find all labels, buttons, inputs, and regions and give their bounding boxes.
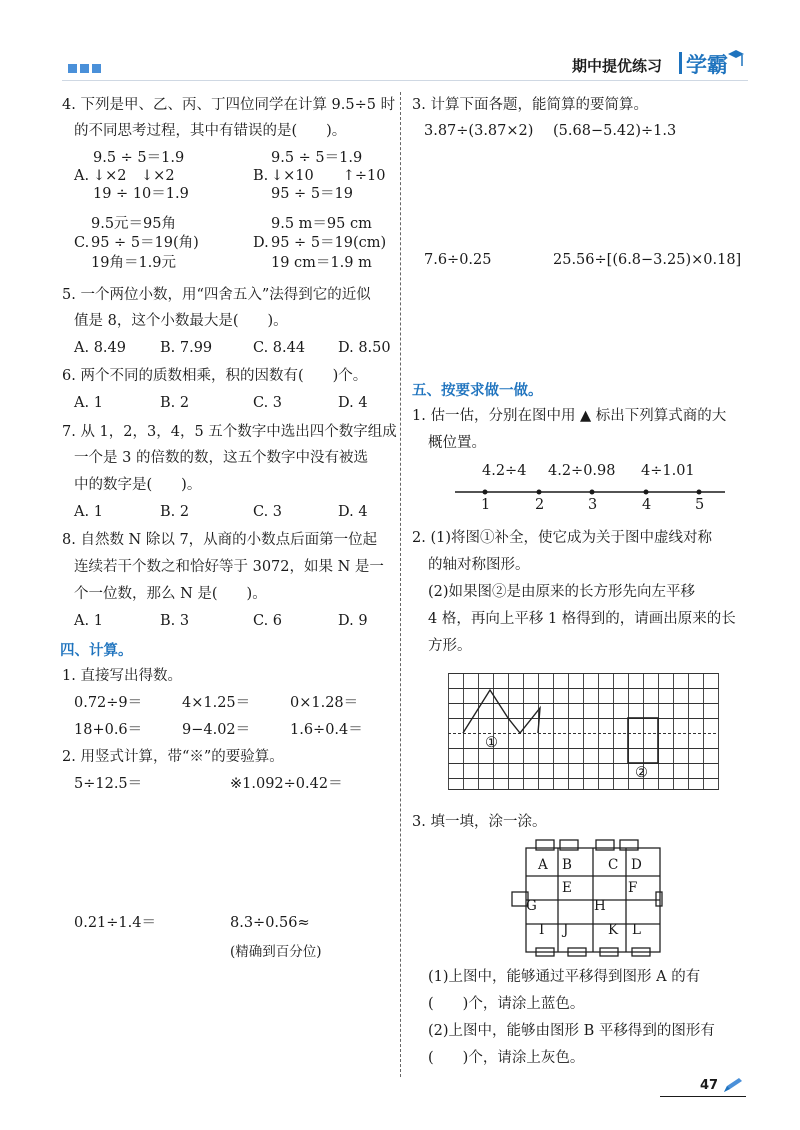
q4-a-line: 19 ÷ 10＝1.9: [93, 186, 189, 202]
q6-option[interactable]: A. 1: [74, 395, 103, 411]
q7-option[interactable]: A. 1: [74, 504, 103, 520]
q7-option[interactable]: D. 4: [338, 504, 368, 520]
c1-item[interactable]: 1.6÷0.4＝: [290, 722, 363, 738]
q5-stem: 5. 一个两位小数，用“四舍五入”法得到它的近似: [62, 287, 371, 303]
p1-expr: 4.2÷4: [482, 463, 527, 479]
puzzle-letter: B: [562, 857, 572, 873]
q7-stem: 7. 从 1，2，3，4，5 五个数字中选出四个数字组成: [62, 424, 397, 440]
c2-item[interactable]: 0.21÷1.4＝: [74, 915, 156, 931]
number-line-tick: 4: [642, 497, 652, 513]
number-line-tick: 1: [481, 497, 491, 513]
header-square: [92, 64, 101, 73]
q4-a-label[interactable]: A.: [74, 168, 90, 184]
q6-stem: 6. 两个不同的质数相乘，积的因数有( )个。: [62, 368, 368, 384]
q5-option[interactable]: D. 8.50: [338, 340, 391, 356]
pencil-icon: [722, 1076, 744, 1094]
c1-item[interactable]: 9−4.02＝: [182, 722, 251, 738]
c1-item[interactable]: 4×1.25＝: [182, 695, 251, 711]
puzzle-figure[interactable]: [508, 836, 664, 958]
p1-stem: 1. 估一估，分别在图中用 ▲ 标出下列算式商的大: [412, 408, 727, 424]
p3-text: (2)上图中，能够由图形 B 平移得到的图形有: [428, 1023, 715, 1039]
c3-item[interactable]: 25.56÷[(6.8−3.25)×0.18]: [553, 252, 742, 268]
header-square: [80, 64, 89, 73]
footer-rule: [660, 1096, 746, 1097]
q7-stem: 中的数字是( )。: [74, 477, 202, 493]
c3-item[interactable]: 3.87÷(3.87×2): [424, 123, 534, 139]
q5-option[interactable]: B. 7.99: [160, 340, 213, 356]
p2-text: (2)如果图②是由原来的长方形先向左平移: [428, 584, 696, 600]
q4-b-line: ↓×10 ↑÷10: [271, 168, 386, 184]
q8-option[interactable]: D. 9: [338, 613, 368, 629]
p2-text: 2. (1)将图①补全，使它成为关于图中虚线对称: [412, 530, 712, 546]
c3-title: 3. 计算下面各题，能简算的要简算。: [412, 97, 648, 113]
puzzle-letter: C: [608, 857, 619, 873]
puzzle-letter: A: [538, 857, 548, 873]
q4-c-line: 95 ÷ 5＝19(角): [91, 235, 199, 251]
q8-stem: 8. 自然数 N 除以 7，从商的小数点后面第一位起: [62, 532, 378, 548]
number-line-tick: 2: [535, 497, 545, 513]
puzzle-letter: E: [562, 880, 572, 896]
c1-item[interactable]: 0×1.28＝: [290, 695, 359, 711]
q7-option[interactable]: C. 3: [253, 504, 283, 520]
c2-item[interactable]: ※1.092÷0.42＝: [230, 776, 343, 792]
q4-a-line: 9.5 ÷ 5＝1.9: [93, 150, 185, 166]
p3-text: ( )个，请涂上灰色。: [428, 1050, 585, 1066]
figure-1-label: ①: [485, 735, 498, 751]
header-brand: 学霸: [686, 53, 728, 77]
q4-d-label[interactable]: D.: [253, 235, 269, 251]
header-separator: [679, 52, 682, 74]
q4-d-line: 95 ÷ 5＝19(cm): [271, 235, 387, 251]
q8-option[interactable]: A. 1: [74, 613, 103, 629]
puzzle-letter: H: [594, 898, 606, 914]
p1-expr: 4.2÷0.98: [548, 463, 616, 479]
section-heading: 五、按要求做一做。: [412, 383, 543, 399]
puzzle-letter: F: [628, 880, 638, 896]
q4-stem: 4. 下列是甲、乙、丙、丁四位同学在计算 9.5÷5 时: [62, 97, 396, 113]
q8-stem: 连续若干个数之和恰好等于 3072，如果 N 是一: [74, 559, 384, 575]
p2-text: 的轴对称图形。: [428, 557, 530, 573]
c2-title: 2. 用竖式计算，带“※”的要验算。: [62, 749, 284, 765]
c2-item[interactable]: 8.3÷0.56≈: [230, 915, 310, 931]
figure-2-label: ②: [635, 765, 648, 781]
puzzle-letter: I: [539, 922, 545, 938]
puzzle-letter: D: [631, 857, 642, 873]
puzzle-letter: G: [526, 898, 537, 914]
c2-note: (精确到百分位): [230, 944, 322, 960]
q4-d-line: 9.5 m＝95 cm: [271, 216, 372, 232]
p1-stem: 概位置。: [428, 435, 486, 451]
page-number: 47: [700, 1078, 719, 1093]
c1-item[interactable]: 0.72÷9＝: [74, 695, 143, 711]
section-heading: 四、计算。: [60, 643, 133, 659]
q4-b-line: 9.5 ÷ 5＝1.9: [271, 150, 363, 166]
q5-option[interactable]: A. 8.49: [74, 340, 126, 356]
p2-text: 方形。: [428, 638, 472, 654]
number-line-tick: 3: [588, 497, 598, 513]
c3-item[interactable]: 7.6÷0.25: [424, 252, 492, 268]
puzzle-letter: L: [632, 922, 641, 938]
q4-d-line: 19 cm＝1.9 m: [271, 255, 372, 271]
p3-title: 3. 填一填，涂一涂。: [412, 814, 547, 830]
q5-stem: 值是 8，这个小数最大是( )。: [74, 313, 288, 329]
q4-b-line: 95 ÷ 5＝19: [271, 186, 353, 202]
q4-c-line: 19角＝1.9元: [91, 255, 177, 271]
c1-item[interactable]: 18+0.6＝: [74, 722, 143, 738]
mortarboard-icon: [726, 46, 746, 74]
q4-c-line: 9.5元＝95角: [91, 216, 177, 232]
q6-option[interactable]: C. 3: [253, 395, 283, 411]
puzzle-letter: K: [608, 922, 619, 938]
number-line-tick: 5: [695, 497, 705, 513]
header-title: 期中提优练习: [572, 57, 663, 75]
q5-option[interactable]: C. 8.44: [253, 340, 306, 356]
q7-stem: 一个是 3 的倍数的数，这五个数字中没有被选: [74, 450, 368, 466]
q6-option[interactable]: D. 4: [338, 395, 368, 411]
c1-title: 1. 直接写出得数。: [62, 668, 182, 684]
c3-item[interactable]: (5.68−5.42)÷1.3: [553, 123, 677, 139]
q8-option[interactable]: C. 6: [253, 613, 283, 629]
symmetry-grid[interactable]: [448, 673, 724, 791]
q4-c-label[interactable]: C.: [74, 235, 90, 251]
header-square: [68, 64, 77, 73]
p1-expr: 4÷1.01: [641, 463, 695, 479]
q4-stem: 的不同思考过程，其中有错误的是( )。: [74, 123, 347, 139]
q8-stem: 个一位数，那么 N 是( )。: [74, 586, 267, 602]
p3-text: (1)上图中，能够通过平移得到图形 A 的有: [428, 969, 701, 985]
puzzle-letter: J: [563, 922, 569, 938]
header-rule: [62, 80, 748, 81]
c2-item[interactable]: 5÷12.5＝: [74, 776, 143, 792]
p3-text: ( )个，请涂上蓝色。: [428, 996, 585, 1012]
q7-option[interactable]: B. 2: [160, 504, 190, 520]
q6-option[interactable]: B. 2: [160, 395, 190, 411]
q4-b-label[interactable]: B.: [253, 168, 269, 184]
column-divider: [400, 92, 401, 1077]
q8-option[interactable]: B. 3: [160, 613, 190, 629]
p2-text: 4 格，再向上平移 1 格得到的，请画出原来的长: [428, 611, 736, 627]
q4-a-line: ↓×2 ↓×2: [93, 168, 175, 184]
